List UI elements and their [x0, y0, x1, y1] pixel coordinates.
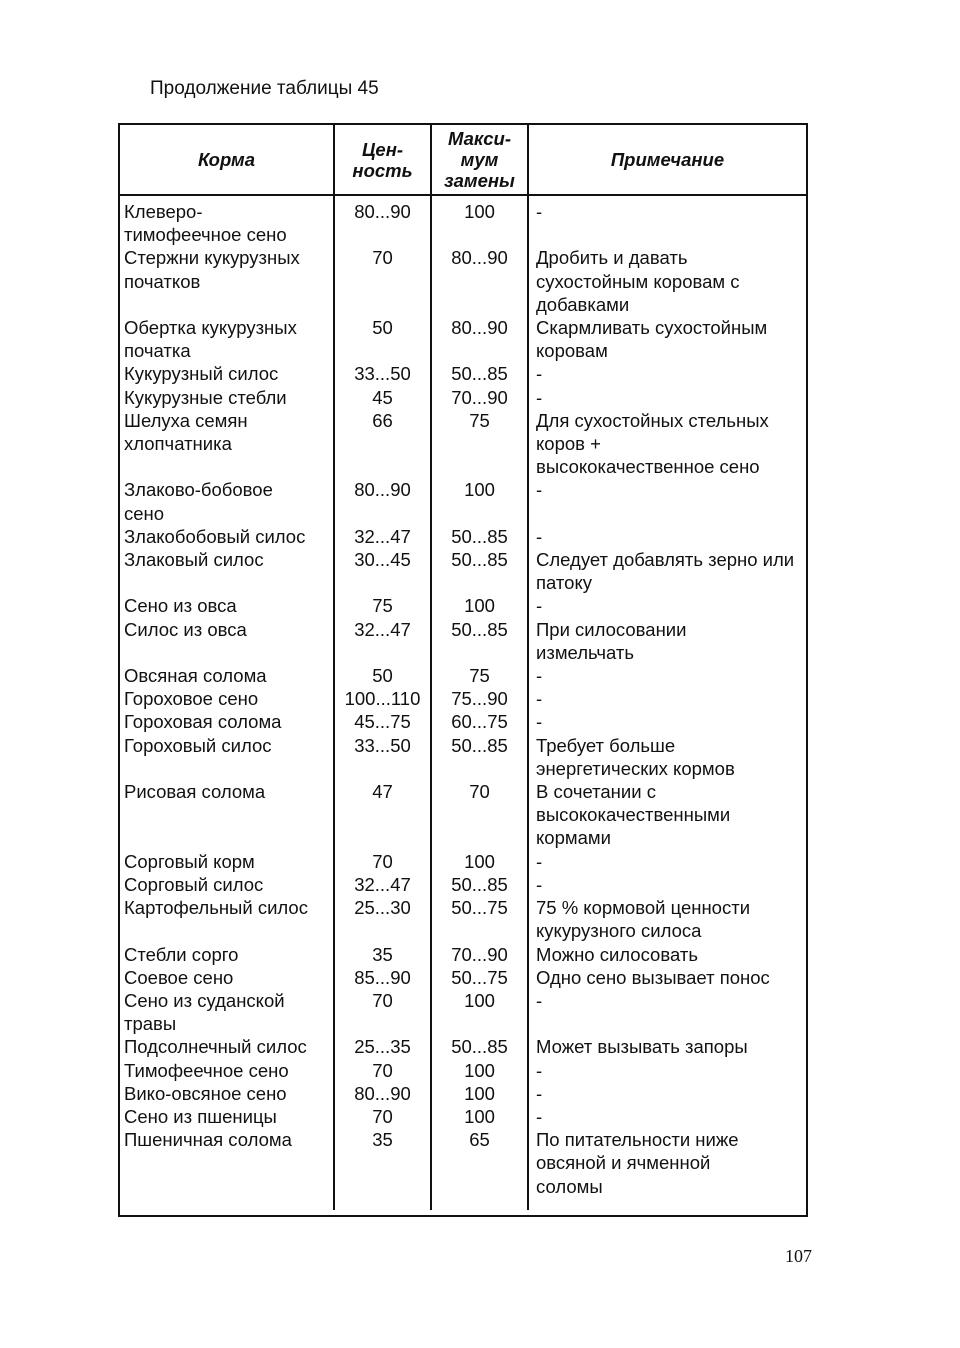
- value-cell: 30...45: [334, 548, 431, 594]
- header-note: Примечание: [528, 125, 806, 195]
- feed-table: [118, 123, 808, 1217]
- feed-name-cell: Гороховое сено: [120, 687, 334, 710]
- feed-name-cell: Стержни кукурузных початков: [120, 246, 334, 316]
- header-value: Цен- ность: [334, 125, 431, 195]
- table-row: [120, 409, 806, 479]
- note-cell: -: [536, 711, 543, 733]
- feed-name-cell: Злаково-бобовое сено: [120, 478, 334, 524]
- feed-name-cell: Подсолнечный силос: [120, 1035, 334, 1058]
- note-cell: -: [536, 1105, 543, 1127]
- value-cell: 32...47: [334, 618, 431, 664]
- note-cell: -: [536, 989, 543, 1011]
- max-replacement-cell: 50...85: [431, 873, 528, 896]
- value-cell: 33...50: [334, 734, 431, 780]
- note-cell: -: [536, 665, 543, 687]
- feed-name-cell: Злакобобовый силос: [120, 525, 334, 548]
- feed-name-cell: Овсяная солома: [120, 664, 334, 687]
- feed-name-cell: Пшеничная солома: [120, 1128, 334, 1198]
- feed-name-cell: Картофельный силос: [120, 896, 334, 942]
- value-cell: 70: [334, 1059, 431, 1082]
- feed-name-cell: Сорговый корм: [120, 850, 334, 873]
- max-replacement-cell: 100: [431, 1105, 528, 1128]
- note-cell: При силосовании измельчать: [536, 618, 687, 663]
- note-cell: Дробить и давать сухостойным коровам с добавками: [536, 247, 740, 315]
- table-filler-row: [120, 1198, 806, 1210]
- filler-cell: [120, 1198, 334, 1210]
- table-row: [120, 780, 806, 850]
- feed-name-cell: Сено из суданской травы: [120, 989, 334, 1035]
- note-cell: -: [536, 873, 543, 895]
- table-row: [120, 362, 806, 385]
- feed-table-grid: [120, 125, 806, 1210]
- table-row: [120, 664, 806, 687]
- value-cell: 85...90: [334, 966, 431, 989]
- value-cell: 25...35: [334, 1035, 431, 1058]
- max-replacement-cell: 70: [431, 780, 528, 850]
- table-header-row: [120, 125, 806, 195]
- feed-name-cell: Соевое сено: [120, 966, 334, 989]
- table-row: [120, 850, 806, 873]
- max-replacement-cell: 75...90: [431, 687, 528, 710]
- filler-cell: [431, 1198, 528, 1210]
- feed-name-cell: Сорговый силос: [120, 873, 334, 896]
- table-row: [120, 873, 806, 896]
- max-replacement-cell: 100: [431, 478, 528, 524]
- feed-name-cell: Стебли сорго: [120, 943, 334, 966]
- feed-name-cell: Гороховый силос: [120, 734, 334, 780]
- table-row: [120, 246, 806, 316]
- table-row: [120, 710, 806, 733]
- feed-name-cell: Силос из овса: [120, 618, 334, 664]
- max-replacement-cell: 50...75: [431, 896, 528, 942]
- feed-name-cell: Злаковый силос: [120, 548, 334, 594]
- table-row: [120, 896, 806, 942]
- max-replacement-cell: 50...85: [431, 362, 528, 385]
- filler-cell: [334, 1198, 431, 1210]
- value-cell: 45...75: [334, 710, 431, 733]
- feed-name-cell: Шелуха семян хлопчатника: [120, 409, 334, 479]
- max-replacement-cell: 65: [431, 1128, 528, 1198]
- note-cell: Следует добавлять зерно или патоку: [536, 549, 795, 594]
- value-cell: 80...90: [334, 1082, 431, 1105]
- note-cell: -: [536, 688, 543, 710]
- table-row: [120, 548, 806, 594]
- note-cell: Скармливать сухостойным коровам: [536, 317, 768, 362]
- max-replacement-cell: 70...90: [431, 943, 528, 966]
- value-cell: 45: [334, 386, 431, 409]
- value-cell: 32...47: [334, 873, 431, 896]
- max-replacement-cell: 50...75: [431, 966, 528, 989]
- table-row: [120, 594, 806, 617]
- max-replacement-cell: 75: [431, 664, 528, 687]
- feed-name-cell: Кукурузные стебли: [120, 386, 334, 409]
- feed-name-cell: Рисовая солома: [120, 780, 334, 850]
- feed-name-cell: Сено из пшеницы: [120, 1105, 334, 1128]
- table-row: [120, 734, 806, 780]
- max-replacement-cell: 50...85: [431, 548, 528, 594]
- note-cell: -: [536, 1082, 543, 1104]
- value-cell: 80...90: [334, 195, 431, 246]
- note-cell: -: [536, 386, 543, 408]
- note-cell: Требует больше энергетических кормов: [536, 734, 735, 779]
- feed-name-cell: Гороховая солома: [120, 710, 334, 733]
- max-replacement-cell: 80...90: [431, 316, 528, 362]
- max-replacement-cell: 50...85: [431, 1035, 528, 1058]
- value-cell: 75: [334, 594, 431, 617]
- value-cell: 70: [334, 989, 431, 1035]
- note-cell: -: [536, 595, 543, 617]
- table-row: [120, 687, 806, 710]
- table-row: [120, 1082, 806, 1105]
- value-cell: 50: [334, 664, 431, 687]
- table-row: [120, 478, 806, 524]
- note-cell: Может вызывать запоры: [536, 1036, 748, 1058]
- note-cell: Для сухостойных стельных коров + высококачественное сено: [536, 409, 769, 478]
- max-replacement-cell: 50...85: [431, 618, 528, 664]
- note-cell: Можно силосовать: [536, 943, 698, 965]
- max-replacement-cell: 100: [431, 850, 528, 873]
- feed-name-cell: Клеверо- тимофеечное сено: [120, 195, 334, 246]
- value-cell: 50: [334, 316, 431, 362]
- max-replacement-cell: 100: [431, 1059, 528, 1082]
- value-cell: 80...90: [334, 478, 431, 524]
- max-replacement-cell: 70...90: [431, 386, 528, 409]
- max-replacement-cell: 50...85: [431, 734, 528, 780]
- value-cell: 35: [334, 1128, 431, 1198]
- value-cell: 32...47: [334, 525, 431, 548]
- table-caption: Продолжение таблицы 45: [150, 78, 379, 99]
- value-cell: 35: [334, 943, 431, 966]
- feed-name-cell: Тимофеечное сено: [120, 1059, 334, 1082]
- value-cell: 70: [334, 246, 431, 316]
- note-cell: Одно сено вызывает понос: [536, 966, 770, 988]
- max-replacement-cell: 100: [431, 1082, 528, 1105]
- feed-name-cell: Вико-овсяное сено: [120, 1082, 334, 1105]
- note-cell: 75 % кормовой ценности кукурузного силоса: [536, 897, 751, 942]
- filler-cell: [528, 1198, 806, 1210]
- note-cell: -: [536, 1059, 543, 1081]
- header-max-replacement: Макси- мум замены: [431, 125, 528, 195]
- max-replacement-cell: 100: [431, 195, 528, 246]
- note-cell: -: [536, 363, 543, 385]
- value-cell: 100...110: [334, 687, 431, 710]
- note-cell: -: [536, 479, 543, 501]
- table-row: [120, 618, 806, 664]
- value-cell: 25...30: [334, 896, 431, 942]
- value-cell: 70: [334, 850, 431, 873]
- table-row: [120, 525, 806, 548]
- value-cell: 47: [334, 780, 431, 850]
- table-row: [120, 1128, 806, 1198]
- max-replacement-cell: 75: [431, 409, 528, 479]
- table-row: [120, 966, 806, 989]
- feed-name-cell: Кукурузный силос: [120, 362, 334, 385]
- note-cell: -: [536, 525, 543, 547]
- feed-name-cell: Сено из овса: [120, 594, 334, 617]
- value-cell: 66: [334, 409, 431, 479]
- table-row: [120, 943, 806, 966]
- value-cell: 33...50: [334, 362, 431, 385]
- table-row: [120, 386, 806, 409]
- table-row: [120, 989, 806, 1035]
- value-cell: 70: [334, 1105, 431, 1128]
- table-row: [120, 1035, 806, 1058]
- max-replacement-cell: 100: [431, 989, 528, 1035]
- table-row: [120, 316, 806, 362]
- header-feed: Корма: [120, 125, 334, 195]
- table-row: [120, 195, 806, 246]
- note-cell: По питательности ниже овсяной и ячменной соломы: [536, 1129, 739, 1197]
- max-replacement-cell: 60...75: [431, 710, 528, 733]
- note-cell: -: [536, 201, 543, 222]
- max-replacement-cell: 100: [431, 594, 528, 617]
- feed-name-cell: Обертка кукурузных початка: [120, 316, 334, 362]
- page-number: 107: [785, 1246, 812, 1266]
- note-cell: -: [536, 850, 543, 872]
- note-cell: В сочетании с высококачественными кормами: [536, 781, 731, 849]
- max-replacement-cell: 80...90: [431, 246, 528, 316]
- max-replacement-cell: 50...85: [431, 525, 528, 548]
- table-row: [120, 1059, 806, 1082]
- table-row: [120, 1105, 806, 1128]
